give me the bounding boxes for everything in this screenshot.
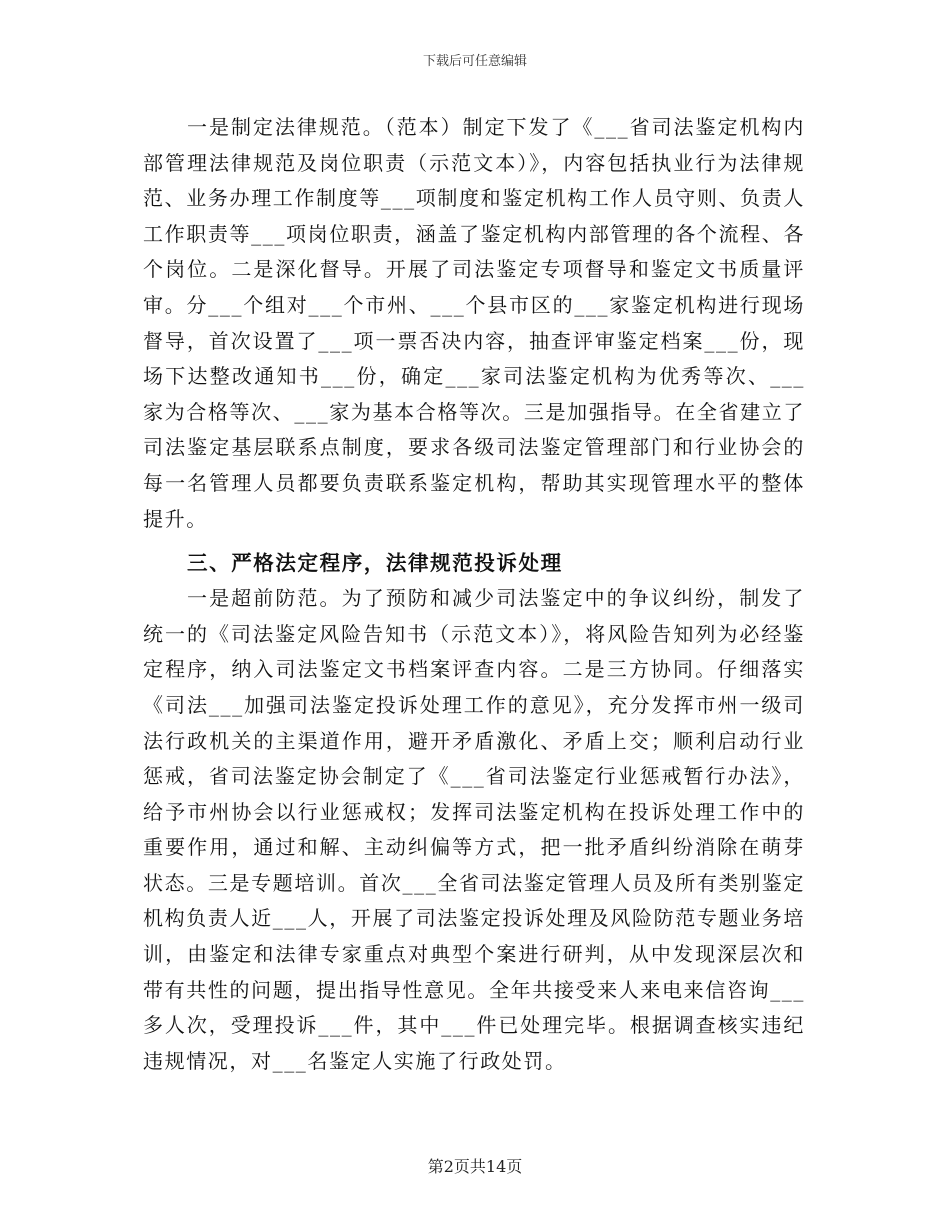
section-heading-3: 三、严格法定程序，法律规范投诉处理 (187, 551, 563, 576)
page-footer-number: 第2页共14页 (427, 1157, 523, 1176)
paragraph-2: 一是超前防范。为了预防和减少司法鉴定中的争议纠纷，制发了统一的《司法鉴定风险告知书（示范文本）》，将风险告知列为必经鉴定程序，纳入司法鉴定文书档案评查内容。二是三方协同。仔细落实《司法___加强司法鉴定投诉处理工作的意见》，充分发挥市州一级司法行政机关的主渠道作用，避开矛盾激化、矛盾上交；顺利启动行业惩戒，省司法鉴定协会制定了《___省司法鉴定行业惩戒暂行办法》，给予市州协会以行业惩戒权；发挥司法鉴定机构在投诉处理工作中的重要作用，通过和解、主动纠偏等方式，把一批矛盾纠纷消除在萌芽状态。三是专题培训。首次___全省司法鉴定管理人员及所有类别鉴定机构负责人近___人，开展了司法鉴定投诉处理及风险防范专题业务培训，由鉴定和法律专家重点对典型个案进行研判，从中发现深层次和带有共性的问题，提出指导性意见。全年共接受来人来电来信咨询___多人次，受理投诉___件，其中___件已处理完毕。根据调查核实违纪违规情况，对___名鉴定人实施了行政处罚。 (143, 586, 805, 1073)
page-header-note: 下载后可任意编辑 (422, 54, 527, 69)
document-body (143, 110, 805, 1079)
paragraph-1: 一是制定法律规范。（范本）制定下发了《___省司法鉴定机构内部管理法律规范及岗位职责（示范文本）》，内容包括执业行为法律规范、业务办理工作制度等___项制度和鉴定机构工作人员守则、负责人工作职责等___项岗位职责，涵盖了鉴定机构内部管理的各个流程、各个岗位。二是深化督导。开展了司法鉴定专项督导和鉴定文书质量评审。分___个组对___个市州、___个县市区的___家鉴定机构进行现场督导，首次设置了___项一票否决内容，抽查评审鉴定档案___份，现场下达整改通知书___份，确定___家司法鉴定机构为优秀等次、___家为合格等次、___家为基本合格等次。三是加强指导。在全省建立了司法鉴定基层联系点制度，要求各级司法鉴定管理部门和行业协会的每一名管理人员都要负责联系鉴定机构，帮助其实现管理水平的整体提升。 (143, 115, 805, 531)
